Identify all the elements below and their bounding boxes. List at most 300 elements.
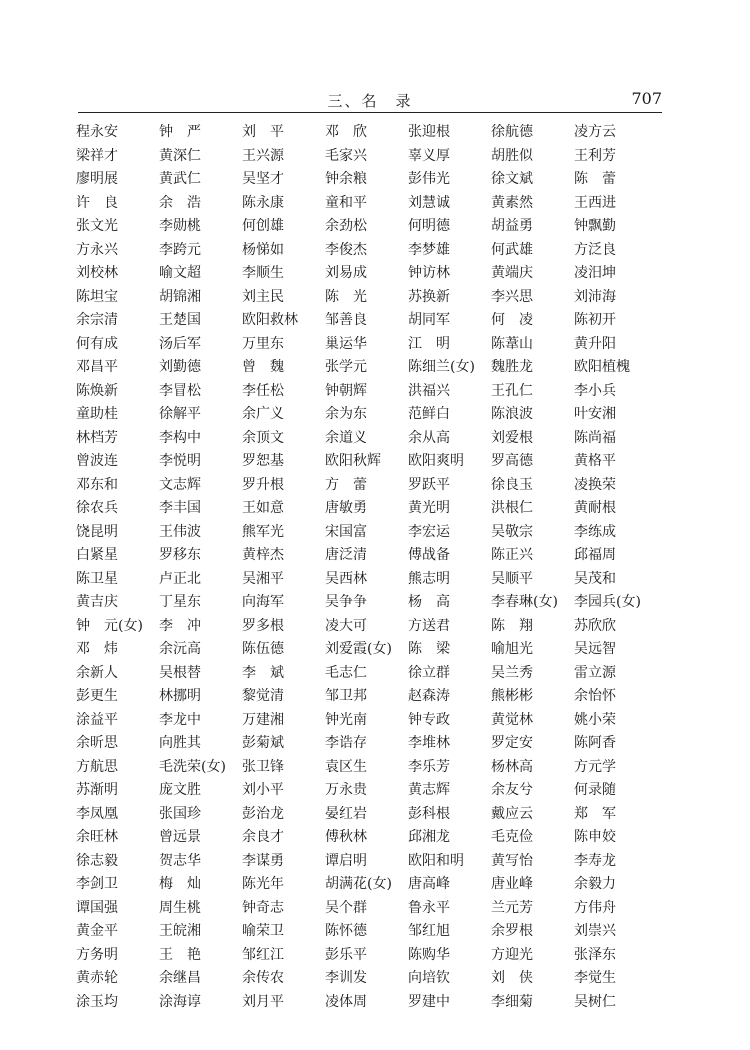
name-row (76, 662, 666, 686)
name-entry: 陈 翔 (491, 617, 533, 634)
name-row (76, 521, 666, 545)
name-entry: 钟访林 (408, 265, 450, 281)
name-entry: 鲁永平 (408, 899, 450, 916)
name-entry: 唐业峰 (491, 876, 533, 892)
name-entry: 胡同军 (408, 312, 450, 328)
name-entry: 吴茂和 (574, 570, 616, 587)
name-entry: 方 蕾 (325, 476, 367, 493)
name-entry: 欧阳秋辉 (325, 453, 381, 469)
name-entry: 黄升阳 (574, 335, 616, 352)
name-entry: 吴远智 (574, 641, 616, 657)
name-entry: 余广义 (242, 406, 284, 422)
name-entry: 林挪明 (159, 688, 201, 704)
name-entry: 杨林高 (491, 758, 533, 775)
name-entry: 王 艳 (159, 946, 201, 963)
name-entry: 余劲松 (325, 218, 367, 234)
name-entry: 喻旭光 (491, 641, 533, 657)
name-entry: 戴应云 (491, 805, 533, 822)
name-row (76, 967, 666, 991)
name-entry: 黎觉清 (242, 688, 284, 704)
name-entry: 李谋勇 (242, 852, 284, 869)
name-entry: 罗多根 (242, 617, 284, 634)
name-entry: 邓 欣 (325, 124, 367, 140)
name-entry: 唐高峰 (408, 876, 450, 892)
name-entry: 李构中 (159, 429, 201, 446)
name-entry: 李乐芳 (408, 758, 450, 775)
name-entry: 曾波连 (76, 453, 118, 469)
name-entry: 徐志毅 (76, 852, 118, 869)
name-entry: 凌方云 (574, 124, 616, 140)
name-entry: 王孔仁 (491, 382, 533, 399)
name-entry: 钟专政 (408, 711, 450, 728)
name-row (76, 709, 666, 733)
name-entry: 黄端庆 (491, 265, 533, 281)
name-entry: 徐良玉 (491, 476, 533, 493)
name-entry: 叶安湘 (574, 406, 616, 422)
name-entry: 向培钦 (408, 970, 450, 986)
name-entry: 余新人 (76, 664, 118, 681)
name-entry: 黄吉庆 (76, 594, 118, 610)
name-entry: 罗恕基 (242, 453, 284, 469)
name-entry: 李练成 (574, 523, 616, 540)
name-entry: 欧阳爽明 (408, 453, 464, 469)
name-entry: 黄觉林 (491, 711, 533, 728)
name-entry: 白紧星 (76, 547, 118, 563)
name-entry: 李春琳(女) (491, 594, 558, 610)
name-entry: 李 斌 (242, 664, 284, 681)
name-row (76, 685, 666, 709)
name-entry: 李堆林 (408, 735, 450, 751)
name-entry: 何武雄 (491, 241, 533, 258)
name-entry: 曾 魏 (242, 359, 284, 375)
name-entry: 徐立群 (408, 664, 450, 681)
name-entry: 余从高 (408, 429, 450, 446)
name-row (76, 333, 666, 357)
name-row (76, 356, 666, 380)
name-entry: 彭菊斌 (242, 735, 284, 751)
name-entry: 吴坚才 (242, 171, 284, 187)
name-row (76, 991, 666, 1015)
name-entry: 黄格平 (574, 453, 616, 469)
name-entry: 李剑卫 (76, 876, 118, 892)
name-entry: 梅 灿 (159, 876, 201, 892)
name-entry: 林档芳 (76, 429, 118, 446)
name-row (76, 615, 666, 639)
name-entry: 傅战备 (408, 547, 450, 563)
name-entry: 巢运华 (325, 335, 367, 352)
name-entry: 李小兵 (574, 382, 616, 399)
name-entry: 毛洗荣(女) (159, 758, 226, 775)
name-row (76, 544, 666, 568)
name-entry: 饶昆明 (76, 523, 118, 540)
name-entry: 范鲜白 (408, 406, 450, 422)
name-entry: 胡满花(女) (325, 876, 392, 892)
name-entry: 涂益平 (76, 711, 118, 728)
name-entry: 彭伟光 (408, 171, 450, 187)
name-entry: 吴根替 (159, 664, 201, 681)
name-entry: 李顺生 (242, 265, 284, 281)
name-entry: 刘 平 (242, 124, 284, 140)
name-entry: 钟飘勤 (574, 218, 616, 234)
name-row (76, 286, 666, 310)
name-entry: 张迎根 (408, 124, 450, 140)
name-entry: 凌汨坤 (574, 265, 616, 281)
name-entry: 邓昌平 (76, 359, 118, 375)
name-entry: 毛志仁 (325, 664, 367, 681)
name-entry: 文志辉 (159, 476, 201, 493)
name-entry: 吴个群 (325, 899, 367, 916)
name-row (76, 873, 666, 897)
name-entry: 何有成 (76, 335, 118, 352)
name-entry: 王楚国 (159, 312, 201, 328)
name-row (76, 756, 666, 780)
name-entry: 黄耐根 (574, 500, 616, 516)
name-entry: 黄素然 (491, 194, 533, 211)
name-entry: 陈卫星 (76, 570, 118, 587)
name-entry: 向胜其 (159, 735, 201, 751)
name-entry: 余友兮 (491, 782, 533, 798)
name-entry: 刘崇兴 (574, 923, 616, 939)
name-row (76, 145, 666, 169)
name-entry: 王西进 (574, 194, 616, 211)
name-row (76, 850, 666, 874)
name-entry: 陈焕新 (76, 382, 118, 399)
name-entry: 李丰国 (159, 500, 201, 516)
name-entry: 李勋桃 (159, 218, 201, 234)
name-entry: 方送君 (408, 617, 450, 634)
name-entry: 方永兴 (76, 241, 118, 258)
name-entry: 徐农兵 (76, 500, 118, 516)
name-entry: 赵森涛 (408, 688, 450, 704)
name-entry: 辜义厚 (408, 147, 450, 164)
name-entry: 邹红旭 (408, 923, 450, 939)
name-row (76, 262, 666, 286)
name-row (76, 403, 666, 427)
name-entry: 杨悌如 (242, 241, 284, 258)
name-entry: 胡胜似 (491, 147, 533, 164)
name-entry: 刘主民 (242, 288, 284, 305)
name-entry: 余道义 (325, 429, 367, 446)
name-entry: 彭治龙 (242, 805, 284, 822)
name-entry: 陈坦宝 (76, 288, 118, 305)
name-entry: 方迎光 (491, 946, 533, 963)
name-entry: 李宏运 (408, 523, 450, 540)
name-entry: 童和平 (325, 194, 367, 211)
name-entry: 童助桂 (76, 406, 118, 422)
name-entry: 凌换荣 (574, 476, 616, 493)
name-entry: 魏胜龙 (491, 359, 533, 375)
name-entry: 余怡怀 (574, 688, 616, 704)
name-entry: 苏渐明 (76, 782, 118, 798)
name-entry: 晏红岩 (325, 805, 367, 822)
name-row (76, 638, 666, 662)
name-row (76, 427, 666, 451)
name-entry: 邹红江 (242, 946, 284, 963)
name-entry: 邱湘龙 (408, 829, 450, 845)
name-row (76, 168, 666, 192)
name-entry: 喻荣卫 (242, 923, 284, 939)
name-entry: 钟 元(女) (76, 617, 143, 634)
name-entry: 余为东 (325, 406, 367, 422)
name-entry: 李梦雄 (408, 241, 450, 258)
name-row (76, 826, 666, 850)
name-entry: 陈细兰(女) (408, 359, 475, 375)
name-entry: 汤后军 (159, 335, 201, 352)
name-entry: 余宗清 (76, 312, 118, 328)
name-entry: 邓 炜 (76, 641, 118, 657)
name-entry: 陈浪波 (491, 406, 533, 422)
name-entry: 庞文胜 (159, 782, 201, 798)
name-entry: 宋国富 (325, 523, 367, 540)
name-entry: 欧阳救林 (242, 312, 298, 328)
name-entry: 陈永康 (242, 194, 284, 211)
name-entry: 张卫锋 (242, 758, 284, 775)
name-entry: 徐航德 (491, 124, 533, 140)
name-row (76, 803, 666, 827)
name-entry: 陈尚福 (574, 429, 616, 446)
name-entry: 彭乐平 (325, 946, 367, 963)
name-entry: 黄光明 (408, 500, 450, 516)
name-entry: 钟余粮 (325, 171, 367, 187)
name-entry: 吴湘平 (242, 570, 284, 587)
name-entry: 许 良 (76, 194, 118, 211)
name-entry: 王利芳 (574, 147, 616, 164)
name-entry: 吴争争 (325, 594, 367, 610)
name-entry: 彭科根 (408, 805, 450, 822)
name-entry: 毛克俭 (491, 829, 533, 845)
name-entry: 曾远景 (159, 829, 201, 845)
name-entry: 余 浩 (159, 194, 201, 211)
name-entry: 钟光南 (325, 711, 367, 728)
name-entry: 胡锦湘 (159, 288, 201, 305)
name-entry: 陈 光 (325, 288, 367, 305)
name-entry: 李寿龙 (574, 852, 616, 869)
name-entry: 涂玉均 (76, 993, 118, 1010)
name-entry: 万建湘 (242, 711, 284, 728)
name-entry: 熊志明 (408, 570, 450, 587)
name-entry: 吴树仁 (574, 993, 616, 1010)
name-entry: 陈初开 (574, 312, 616, 328)
name-entry: 熊军光 (242, 523, 284, 540)
name-entry: 苏欣欣 (574, 617, 616, 634)
name-entry: 陈 蕾 (574, 171, 616, 187)
page-number: 707 (631, 89, 662, 108)
name-entry: 李训发 (325, 970, 367, 986)
name-entry: 方泛良 (574, 241, 616, 258)
name-entry: 方航思 (76, 758, 118, 775)
name-row (76, 732, 666, 756)
name-entry: 黄写怡 (491, 852, 533, 869)
name-entry: 徐解平 (159, 406, 201, 422)
name-row (76, 944, 666, 968)
name-entry: 涂海谆 (159, 993, 201, 1010)
name-entry: 姚小荣 (574, 711, 616, 728)
name-entry: 欧阳和明 (408, 852, 464, 869)
name-entry: 唐敏勇 (325, 500, 367, 516)
name-entry: 洪福兴 (408, 382, 450, 399)
name-entry: 刘慧诚 (408, 194, 450, 211)
name-entry: 陈 梁 (408, 641, 450, 657)
name-entry: 陈伍德 (242, 641, 284, 657)
name-entry: 黄赤轮 (76, 970, 118, 986)
name-entry: 袁区生 (325, 758, 367, 775)
name-entry: 邹卫邦 (325, 688, 367, 704)
name-entry: 李细菊 (491, 993, 533, 1010)
name-entry: 刘月平 (242, 993, 284, 1010)
name-entry: 黄深仁 (159, 147, 201, 164)
name-row (76, 591, 666, 615)
name-entry: 欧阳植槐 (574, 359, 630, 375)
name-row (76, 192, 666, 216)
name-entry: 陈光年 (242, 876, 284, 892)
name-entry: 罗跃平 (408, 476, 450, 493)
name-entry: 李兴思 (491, 288, 533, 305)
name-entry: 凌大可 (325, 617, 367, 634)
name-row (76, 568, 666, 592)
name-entry: 李龙中 (159, 711, 201, 728)
name-entry: 谭启明 (325, 852, 367, 869)
name-entry: 刘勤德 (159, 359, 201, 375)
name-row (76, 380, 666, 404)
name-entry: 何明德 (408, 218, 450, 234)
name-entry: 陈正兴 (491, 547, 533, 563)
name-entry: 黄武仁 (159, 171, 201, 187)
name-entry: 钟 严 (159, 124, 201, 140)
name-row (76, 897, 666, 921)
name-entry: 刘小平 (242, 782, 284, 798)
name-entry: 李俊杰 (325, 241, 367, 258)
name-entry: 王如意 (242, 500, 284, 516)
name-entry: 黄金平 (76, 923, 118, 939)
name-entry: 毛家兴 (325, 147, 367, 164)
name-entry: 雷立源 (574, 664, 616, 681)
name-entry: 吴顺平 (491, 570, 533, 587)
name-entry: 余罗根 (491, 923, 533, 939)
name-entry: 刘爱霞(女) (325, 641, 392, 657)
name-entry: 李冒松 (159, 382, 201, 399)
name-row (76, 309, 666, 333)
name-entry: 吴西林 (325, 570, 367, 587)
name-entry: 李 冲 (159, 617, 201, 634)
name-entry: 余传农 (242, 970, 284, 986)
name-entry: 李任松 (242, 382, 284, 399)
name-entry: 刘易成 (325, 265, 367, 281)
name-entry: 胡益勇 (491, 218, 533, 234)
name-entry: 钟奇志 (242, 899, 284, 916)
name-entry: 陈购华 (408, 946, 450, 963)
name-row (76, 239, 666, 263)
name-entry: 傅秋林 (325, 829, 367, 845)
name-entry: 王皖湘 (159, 923, 201, 939)
name-entry: 谭国强 (76, 899, 118, 916)
name-entry: 刘沛海 (574, 288, 616, 305)
name-entry: 张文光 (76, 218, 118, 234)
name-entry: 彭更生 (76, 688, 118, 704)
name-entry: 邹善良 (325, 312, 367, 328)
name-entry: 余毅力 (574, 876, 616, 892)
name-entry: 王伟波 (159, 523, 201, 540)
name-entry: 杨 高 (408, 594, 450, 610)
name-entry: 黄志辉 (408, 782, 450, 798)
name-entry: 何 凌 (491, 312, 533, 328)
name-entry: 丁星东 (159, 594, 201, 610)
name-entry: 熊彬彬 (491, 688, 533, 704)
name-entry: 卢正北 (159, 570, 201, 587)
name-entry: 余旺林 (76, 829, 118, 845)
name-entry: 余顶文 (242, 429, 284, 446)
name-entry: 郑 军 (574, 805, 616, 822)
name-entry: 方元学 (574, 758, 616, 775)
name-entry: 苏换新 (408, 288, 450, 305)
name-entry: 周生桃 (159, 899, 201, 916)
name-entry: 刘爱根 (491, 429, 533, 446)
name-entry: 陈怀德 (325, 923, 367, 939)
name-entry: 陈阿香 (574, 735, 616, 751)
name-entry: 黄梓杰 (242, 547, 284, 563)
name-entry: 罗建中 (408, 993, 450, 1010)
name-entry: 万永贵 (325, 782, 367, 798)
name-entry: 李跨元 (159, 241, 201, 258)
name-entry: 余良才 (242, 829, 284, 845)
name-entry: 张国珍 (159, 805, 201, 822)
name-entry: 陈申姣 (574, 829, 616, 845)
name-entry: 李觉生 (574, 970, 616, 986)
name-entry: 钟朝辉 (325, 382, 367, 399)
name-entry: 吴敬宗 (491, 523, 533, 540)
name-entry: 邱福周 (574, 547, 616, 563)
name-entry: 罗高德 (491, 453, 533, 469)
name-entry: 张学元 (325, 359, 367, 375)
name-entry: 罗升根 (242, 476, 284, 493)
name-entry: 程永安 (76, 124, 118, 140)
name-entry: 洪根仁 (491, 500, 533, 516)
name-entry: 何录随 (574, 782, 616, 798)
name-row (76, 215, 666, 239)
name-entry: 李诰存 (325, 735, 367, 751)
name-entry: 李园兵(女) (574, 594, 641, 610)
name-entry: 梁祥才 (76, 147, 118, 164)
name-entry: 唐泛清 (325, 547, 367, 563)
name-row (76, 474, 666, 498)
name-row (76, 450, 666, 474)
name-entry: 方务明 (76, 946, 118, 963)
name-entry: 余昕思 (76, 735, 118, 751)
name-entry: 刘 侠 (491, 970, 533, 986)
name-entry: 万里东 (242, 335, 284, 352)
name-entry: 陈葦山 (491, 335, 533, 352)
name-entry: 江 明 (408, 335, 450, 352)
name-row (76, 779, 666, 803)
name-entry: 邓东和 (76, 476, 118, 493)
name-entry: 吴兰秀 (491, 664, 533, 681)
name-entry: 罗定安 (491, 735, 533, 751)
section-title: 三、名 录 (327, 92, 413, 110)
name-entry: 向海军 (242, 594, 284, 610)
name-entry: 贺志华 (159, 852, 201, 869)
name-entry: 李凤凰 (76, 805, 118, 822)
name-entry: 余沅高 (159, 641, 201, 657)
name-row (76, 121, 666, 145)
name-entry: 徐文斌 (491, 171, 533, 187)
name-entry: 廖明展 (76, 171, 118, 187)
name-entry: 方伟舟 (574, 899, 616, 916)
name-entry: 罗移东 (159, 547, 201, 563)
header-rule (78, 112, 662, 113)
name-entry: 王兴源 (242, 147, 284, 164)
name-entry: 刘校林 (76, 265, 118, 281)
page-header (78, 86, 662, 112)
name-entry: 何创雄 (242, 218, 284, 234)
